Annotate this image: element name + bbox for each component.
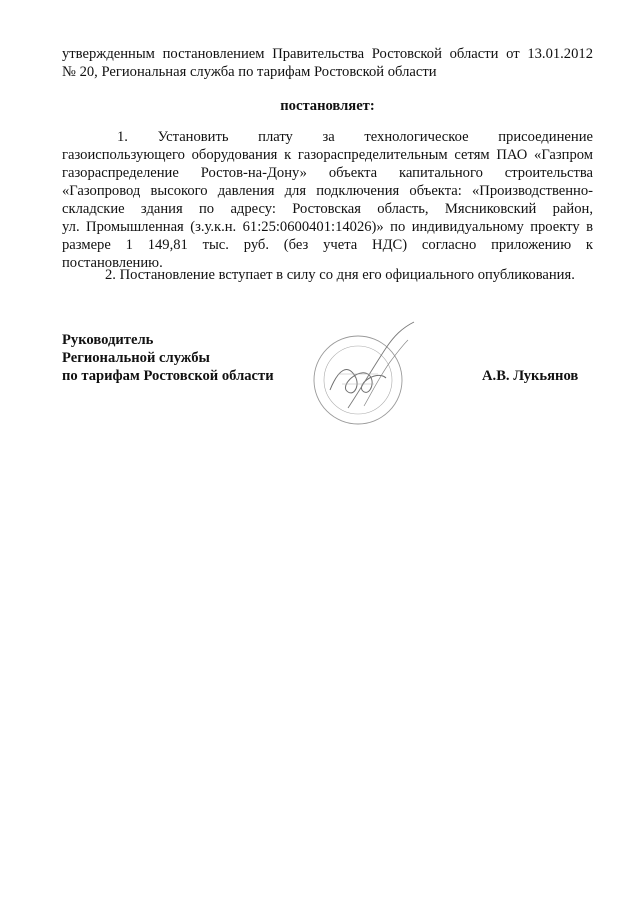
item-1-line-3: газораспределение Ростов-на-Дону» объекта капитального строительства [62, 165, 593, 181]
intro-line-2: № 20, Региональная служба по тарифам Ростовской области [62, 64, 437, 80]
signature-title-line-3: по тарифам Ростовской области [62, 368, 274, 384]
signature-title-line-2: Региональной службы [62, 350, 210, 366]
signature-title-line-1: Руководитель [62, 332, 154, 348]
item-1-line-5: складские здания по адресу: Ростовская область, Мясниковский район, [62, 201, 593, 217]
item-1-line-4: «Газопровод высокого давления для подключения объекта: «Производственно- [62, 183, 593, 199]
item-2: 2. Постановление вступает в силу со дня его официального опубликования. [105, 267, 575, 283]
intro-line-1: утвержденным постановлением Правительства Ростовской области от 13.01.2012 [62, 46, 593, 62]
item-1-line-6: ул. Промышленная (з.у.к.н. 61:25:0600401:14026)» по индивидуальному проекту в [62, 219, 593, 235]
item-1-line-1: 1. Установить плату за технологическое присоединение [117, 129, 593, 145]
item-1-line-2: газоиспользующего оборудования к газораспределительным сетям ПАО «Газпром [62, 147, 593, 163]
resolution-heading: постановляет: [280, 98, 375, 114]
item-1-line-7: размере 1 149,81 тыс. руб. (без учета НДС) согласно приложению к [62, 237, 593, 253]
official-stamp-icon [308, 318, 428, 428]
signatory-name: А.В. Лукьянов [482, 368, 579, 384]
item-1-line-8: постановлению. [62, 255, 163, 271]
